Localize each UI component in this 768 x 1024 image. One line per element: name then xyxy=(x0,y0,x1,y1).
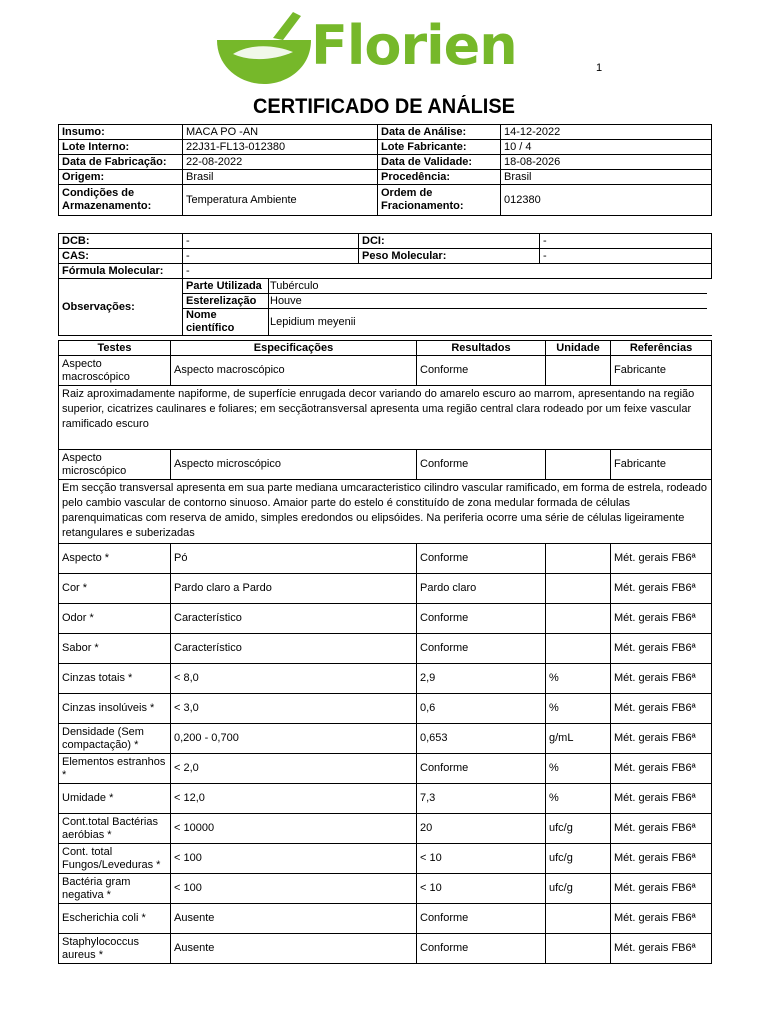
insumo-label: Insumo: xyxy=(59,125,183,140)
parte-utilizada-value: Tubérculo xyxy=(269,279,707,294)
lote-fabricante-label: Lote Fabricante: xyxy=(378,140,501,155)
test-unit xyxy=(546,356,611,386)
test-reference: Mét. gerais FB6ª xyxy=(611,694,712,724)
cas-value: - xyxy=(183,249,359,264)
test-spec: < 8,0 xyxy=(171,664,417,694)
table-row xyxy=(59,694,712,724)
data-analise-value: 14-12-2022 xyxy=(501,125,712,140)
data-validade-label: Data de Validade: xyxy=(378,155,501,170)
header-unidade: Unidade xyxy=(546,341,611,356)
table-row xyxy=(59,604,712,634)
document-title: CERTIFICADO DE ANÁLISE xyxy=(253,95,515,118)
dci-label: DCI: xyxy=(359,234,540,249)
procedencia-label: Procedência: xyxy=(378,170,501,185)
test-reference: Mét. gerais FB6ª xyxy=(611,544,712,574)
nome-cientifico-label: Nome científico xyxy=(183,309,269,336)
table-row xyxy=(59,814,712,844)
peso-molecular-label: Peso Molecular: xyxy=(359,249,540,264)
table-row xyxy=(59,844,712,874)
data-fabricacao-value: 22-08-2022 xyxy=(183,155,378,170)
test-result: < 10 xyxy=(417,844,546,874)
formula-label: Fórmula Molecular: xyxy=(59,264,183,279)
test-result: 7,3 xyxy=(417,784,546,814)
condicoes-label: Condições de Armazenamento: xyxy=(59,185,183,216)
ordem-label: Ordem de Fracionamento: xyxy=(378,185,501,216)
lote-fabricante-value: 10 / 4 xyxy=(501,140,712,155)
test-result: Conforme xyxy=(417,934,546,964)
test-spec: < 12,0 xyxy=(171,784,417,814)
table-row xyxy=(59,874,712,904)
test-spec: < 3,0 xyxy=(171,694,417,724)
test-unit xyxy=(546,904,611,934)
test-spec: Aspecto macroscópico xyxy=(171,356,417,386)
test-unit: ufc/g xyxy=(546,844,611,874)
observacoes-label: Observações: xyxy=(59,279,183,336)
peso-molecular-value: - xyxy=(540,249,712,264)
esterelizacao-label: Esterelização xyxy=(183,294,269,309)
test-reference: Mét. gerais FB6ª xyxy=(611,574,712,604)
test-unit: ufc/g xyxy=(546,814,611,844)
identity-table xyxy=(58,233,712,336)
test-spec: Pó xyxy=(171,544,417,574)
test-spec: Característico xyxy=(171,634,417,664)
test-result: < 10 xyxy=(417,874,546,904)
table-row xyxy=(59,634,712,664)
test-unit: g/mL xyxy=(546,724,611,754)
table-row xyxy=(59,356,712,386)
test-unit: % xyxy=(546,784,611,814)
origem-value: Brasil xyxy=(183,170,378,185)
cas-label: CAS: xyxy=(59,249,183,264)
test-name: Staphylococcus aureus * xyxy=(59,934,171,964)
header-testes: Testes xyxy=(59,341,171,356)
test-name: Umidade * xyxy=(59,784,171,814)
test-name: Odor * xyxy=(59,604,171,634)
observacoes-subtable xyxy=(183,279,707,336)
data-analise-label: Data de Análise: xyxy=(378,125,501,140)
table-row xyxy=(59,934,712,964)
esterelizacao-value: Houve xyxy=(269,294,707,309)
product-info-table xyxy=(58,124,712,216)
test-reference: Mét. gerais FB6ª xyxy=(611,754,712,784)
test-spec: < 2,0 xyxy=(171,754,417,784)
test-spec: < 10000 xyxy=(171,814,417,844)
micro-description: Em secção transversal apresenta em sua parte mediana umcaracteristico cilindro vascular ramificado, em forma de estrela, rodeado pelo cambio vascular de contorno sinuoso. Amaior parte do estelo é constituído de zona medular formada de células parenquimaticas com reserva de amido, simples eredondos ou elipsóides. Na periferia ocorre uma série de células ligeiramente retangulares e suberizadas xyxy=(59,480,712,544)
test-reference: Mét. gerais FB6ª xyxy=(611,904,712,934)
page-number: 1 xyxy=(596,62,603,74)
data-fabricacao-label: Data de Fabricação: xyxy=(59,155,183,170)
brand-name: Florien xyxy=(311,14,517,77)
test-reference: Fabricante xyxy=(611,356,712,386)
parte-utilizada-label: Parte Utilizada xyxy=(183,279,269,294)
table-row xyxy=(59,664,712,694)
tests-table xyxy=(58,340,712,964)
ordem-value: 012380 xyxy=(501,185,712,216)
test-reference: Mét. gerais FB6ª xyxy=(611,934,712,964)
test-spec: Pardo claro a Pardo xyxy=(171,574,417,604)
procedencia-value: Brasil xyxy=(501,170,712,185)
test-name: Aspecto microscópico xyxy=(59,450,171,480)
nome-cientifico-value: Lepidium meyenii xyxy=(269,309,707,336)
test-name: Cinzas totais * xyxy=(59,664,171,694)
test-reference: Mét. gerais FB6ª xyxy=(611,874,712,904)
test-reference: Mét. gerais FB6ª xyxy=(611,634,712,664)
test-unit xyxy=(546,544,611,574)
test-unit xyxy=(546,450,611,480)
test-name: Aspecto * xyxy=(59,544,171,574)
table-row xyxy=(59,544,712,574)
test-result: Pardo claro xyxy=(417,574,546,604)
test-unit: % xyxy=(546,664,611,694)
description-row xyxy=(59,386,712,450)
test-name: Densidade (Sem compactação) * xyxy=(59,724,171,754)
table-row xyxy=(59,784,712,814)
florien-logo xyxy=(215,8,535,90)
test-spec: Ausente xyxy=(171,934,417,964)
test-result: Conforme xyxy=(417,754,546,784)
test-unit xyxy=(546,634,611,664)
description-row xyxy=(59,480,712,544)
test-spec: Característico xyxy=(171,604,417,634)
test-result: 20 xyxy=(417,814,546,844)
condicoes-value: Temperatura Ambiente xyxy=(183,185,378,216)
header-especificacoes: Especificações xyxy=(171,341,417,356)
test-result: Conforme xyxy=(417,604,546,634)
test-result: Conforme xyxy=(417,356,546,386)
test-spec: < 100 xyxy=(171,874,417,904)
test-name: Cont.total Bactérias aeróbias * xyxy=(59,814,171,844)
test-reference: Mét. gerais FB6ª xyxy=(611,844,712,874)
header-resultados: Resultados xyxy=(417,341,546,356)
test-result: 2,9 xyxy=(417,664,546,694)
test-name: Cor * xyxy=(59,574,171,604)
test-unit: % xyxy=(546,754,611,784)
origem-label: Origem: xyxy=(59,170,183,185)
mortar-pestle-icon xyxy=(215,8,315,90)
test-spec: 0,200 - 0,700 xyxy=(171,724,417,754)
test-name: Escherichia coli * xyxy=(59,904,171,934)
test-unit xyxy=(546,574,611,604)
test-spec: Aspecto microscópico xyxy=(171,450,417,480)
test-name: Aspecto macroscópico xyxy=(59,356,171,386)
data-validade-value: 18-08-2026 xyxy=(501,155,712,170)
test-result: 0,6 xyxy=(417,694,546,724)
lote-interno-label: Lote Interno: xyxy=(59,140,183,155)
insumo-value: MACA PO -AN xyxy=(183,125,378,140)
test-unit xyxy=(546,934,611,964)
test-reference: Mét. gerais FB6ª xyxy=(611,784,712,814)
dci-value: - xyxy=(540,234,712,249)
test-reference: Mét. gerais FB6ª xyxy=(611,724,712,754)
test-result: Conforme xyxy=(417,904,546,934)
test-reference: Mét. gerais FB6ª xyxy=(611,814,712,844)
test-name: Cont. total Fungos/Leveduras * xyxy=(59,844,171,874)
table-row xyxy=(59,904,712,934)
table-row xyxy=(59,754,712,784)
test-result: 0,653 xyxy=(417,724,546,754)
test-reference: Mét. gerais FB6ª xyxy=(611,664,712,694)
test-result: Conforme xyxy=(417,450,546,480)
test-name: Cinzas insolúveis * xyxy=(59,694,171,724)
test-name: Sabor * xyxy=(59,634,171,664)
formula-value: - xyxy=(183,264,712,279)
table-row xyxy=(59,724,712,754)
dcb-label: DCB: xyxy=(59,234,183,249)
test-spec: < 100 xyxy=(171,844,417,874)
test-unit: ufc/g xyxy=(546,874,611,904)
test-name: Elementos estranhos * xyxy=(59,754,171,784)
test-unit: % xyxy=(546,694,611,724)
test-spec: Ausente xyxy=(171,904,417,934)
test-reference: Fabricante xyxy=(611,450,712,480)
dcb-value: - xyxy=(183,234,359,249)
table-row xyxy=(59,450,712,480)
test-result: Conforme xyxy=(417,634,546,664)
lote-interno-value: 22J31-FL13-012380 xyxy=(183,140,378,155)
macro-description: Raiz aproximadamente napiforme, de superfície enrugada decor variando do amarelo escuro ao marrom, apresentando na região superior, cicatrizes caulinares e foliares; em secçãotransversal apresenta uma região central clara rodeado por um feixe vascular ramificado escuro xyxy=(59,386,712,450)
test-result: Conforme xyxy=(417,544,546,574)
test-reference: Mét. gerais FB6ª xyxy=(611,604,712,634)
header-referencias: Referências xyxy=(611,341,712,356)
test-name: Bactéria gram negativa * xyxy=(59,874,171,904)
table-row xyxy=(59,574,712,604)
test-unit xyxy=(546,604,611,634)
